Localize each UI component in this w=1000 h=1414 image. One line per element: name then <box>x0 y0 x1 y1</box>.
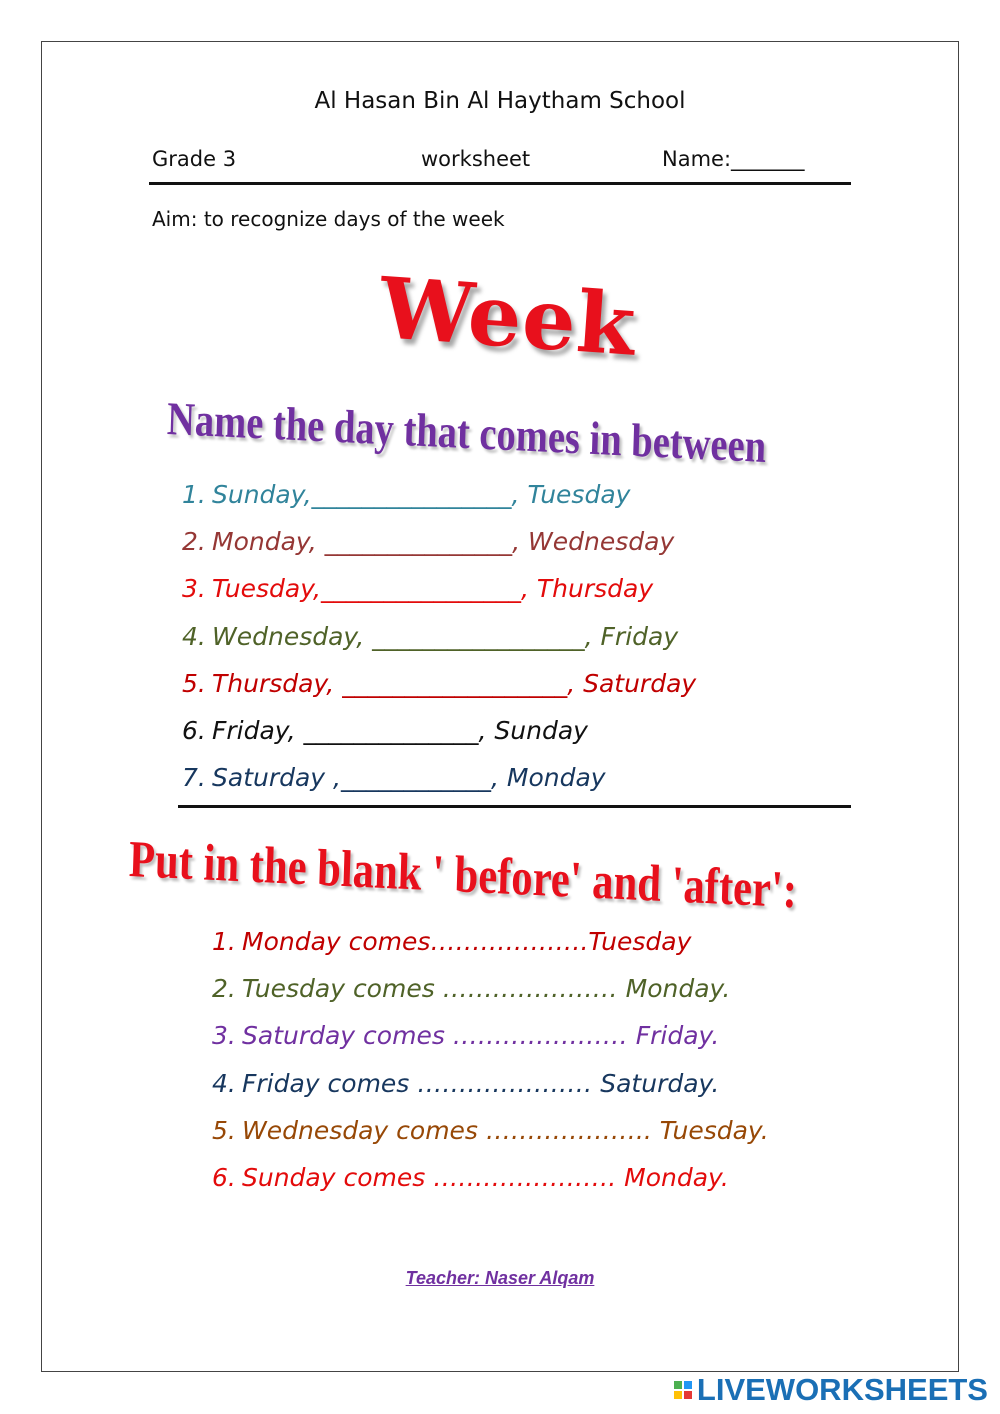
item-text[interactable]: Monday, _______________, Wednesday <box>212 527 675 557</box>
list-item <box>212 1069 719 1098</box>
logo-text: LIVEWORKSHEETS <box>696 1372 988 1407</box>
list-item <box>182 527 674 556</box>
item-text[interactable]: Sunday comes …………………. Monday. <box>242 1163 729 1192</box>
item-text[interactable]: Friday, ______________, Sunday <box>212 716 588 745</box>
item-text[interactable]: Saturday comes ………………… Friday. <box>242 1021 720 1051</box>
header-divider <box>149 182 851 185</box>
item-number: 1. <box>212 927 236 956</box>
item-number: 3. <box>182 574 206 604</box>
item-text[interactable]: Tuesday comes ………………… Monday. <box>242 974 731 1004</box>
worksheet-label: worksheet <box>421 147 531 171</box>
teacher-credit: Teacher: Naser Alqam <box>405 1268 595 1288</box>
school-name: Al Hasan Bin Al Haytham School <box>314 88 686 114</box>
list-item <box>212 1116 769 1145</box>
item-number: 2. <box>212 974 236 1004</box>
list-item <box>182 763 606 792</box>
logo-mark-icon <box>674 1381 692 1399</box>
item-text[interactable]: Sunday,________________, Tuesday <box>212 480 631 509</box>
list-item <box>182 480 630 509</box>
list-item <box>182 574 653 603</box>
list-item <box>212 927 691 956</box>
liveworksheets-logo <box>674 1374 988 1406</box>
list-item <box>182 622 678 651</box>
item-text[interactable]: Monday comes……………….Tuesday <box>242 927 692 956</box>
item-number: 5. <box>182 668 206 698</box>
item-number: 3. <box>212 1021 236 1051</box>
item-number: 6. <box>212 1163 236 1192</box>
section1-heading: Name the day that comes in between <box>166 392 767 474</box>
section2-heading: Put in the blank ' before' and 'after': <box>128 830 798 920</box>
item-text[interactable]: Friday comes ………………… Saturday. <box>242 1068 720 1098</box>
item-number: 2. <box>182 527 206 557</box>
aim-text: Aim: to recognize days of the week <box>152 207 505 231</box>
item-number: 4. <box>212 1068 236 1098</box>
item-number: 1. <box>182 480 206 509</box>
list-item <box>182 716 588 745</box>
item-text[interactable]: Wednesday comes ……………….. Tuesday. <box>242 1115 769 1145</box>
item-text[interactable]: Wednesday, _________________, Friday <box>212 621 679 651</box>
list-item <box>212 1163 729 1192</box>
item-number: 6. <box>182 716 206 745</box>
list-item <box>182 669 696 698</box>
list-item <box>212 1021 719 1050</box>
section-divider <box>178 805 851 808</box>
item-text[interactable]: Thursday, __________________, Saturday <box>212 668 697 698</box>
item-number: 4. <box>182 621 206 651</box>
item-number: 7. <box>182 763 206 793</box>
item-text[interactable]: Tuesday,________________, Thursday <box>212 574 654 604</box>
item-number: 5. <box>212 1115 236 1145</box>
name-field[interactable]: Name:_______ <box>662 147 805 171</box>
list-item <box>212 974 730 1003</box>
page-title: Week <box>376 258 640 375</box>
item-text[interactable]: Saturday ,____________, Monday <box>212 763 606 793</box>
grade-label: Grade 3 <box>152 147 237 171</box>
